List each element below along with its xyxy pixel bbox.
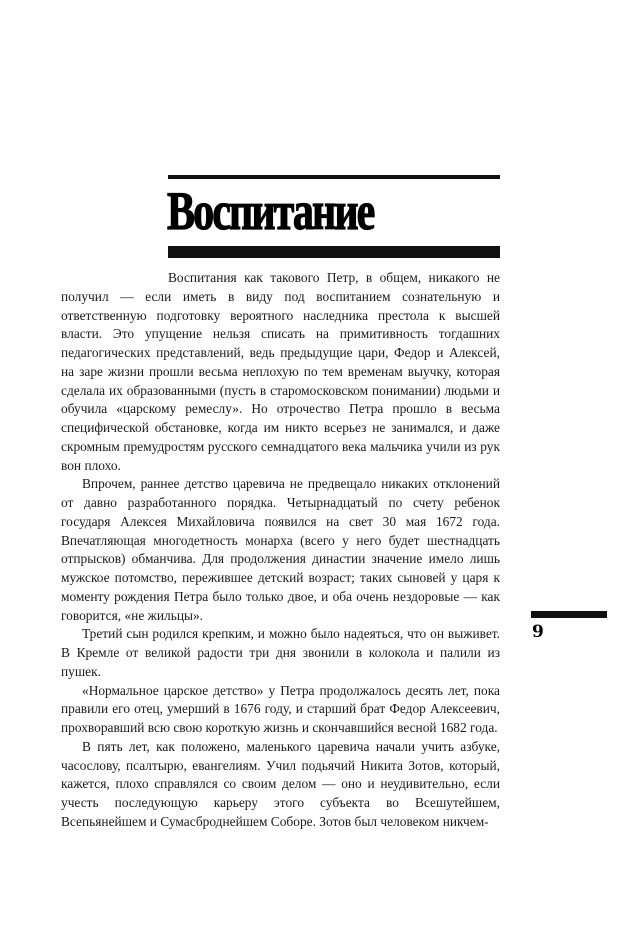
chapter-top-rule	[168, 175, 500, 179]
paragraph: «Нормальное царское детство» у Петра продолжалось десять лет, пока правили его отец, умерший в 1676 году, и старший брат Федор Алексеевич, прохворавший всю свою короткую жизнь и скончавшийся весной 1682 года.	[61, 682, 500, 735]
paragraph: Впрочем, раннее детство царевича не предвещало никаких отклонений от давно разработанного порядка. Четырнадцатый по счету ребенок государя Алексея Михайловича появился на свет 30 мая 1672 года. Впечатляющая многодетность монарха (всего у него будет шестнадцать отпрысков) обманчива. Для продолжения династии значение имело лишь мужское потомство, пережившее детский возраст; таких сыновей у царя к моменту рождения Петра было только двое, и оба очень нездоровые — как говорится, «не жильцы».	[61, 476, 500, 623]
page-number-rule	[531, 611, 607, 618]
paragraph: Третий сын родился крепким, и можно было надеяться, что он выживет. В Кремле от великой радости три дня звонили в колокола и палили из пушек.	[61, 626, 500, 679]
paragraph: В пять лет, как положено, маленького царевича начали учить азбуке, часослову, псалтырю, евангелиям. Учил подьячий Никита Зотов, который, кажется, плохо справлялся со своим делом — оно и неудивительно, если учесть последующую карьеру этого субъекта во Всешутейшем, Всепьянейшем и Сумасброднейшем Соборе. Зотов был человеком никчем-	[61, 738, 500, 829]
paragraph: Воспитания как такового Петр, в общем, никакого не получил — если иметь в виду под воспитанием сознательную и ответственную подготовку вероятного наследника престола к высшей власти. Это упущение нельзя списать на примитивность тогдашних педагогических представлений, ведь предыдущие цари, Федор и Алексей, на заре жизни прошли весьма неплохую по тем временам выучку, которая сделала их образованными (пусть в старомосковском понимании) людьми и обучила «царскому ремеслу». Но отрочество Петра прошло в весьма специфической обстановке, когда им никто всерьез не занимался, и даже скромным премудростям русского семнадцатого века мальчика учили из рук вон плохо.	[61, 270, 500, 473]
page-number: 9	[532, 622, 544, 642]
chapter-title: Воспитание	[167, 181, 374, 241]
chapter-bottom-rule	[168, 246, 500, 258]
body-text	[61, 269, 500, 832]
